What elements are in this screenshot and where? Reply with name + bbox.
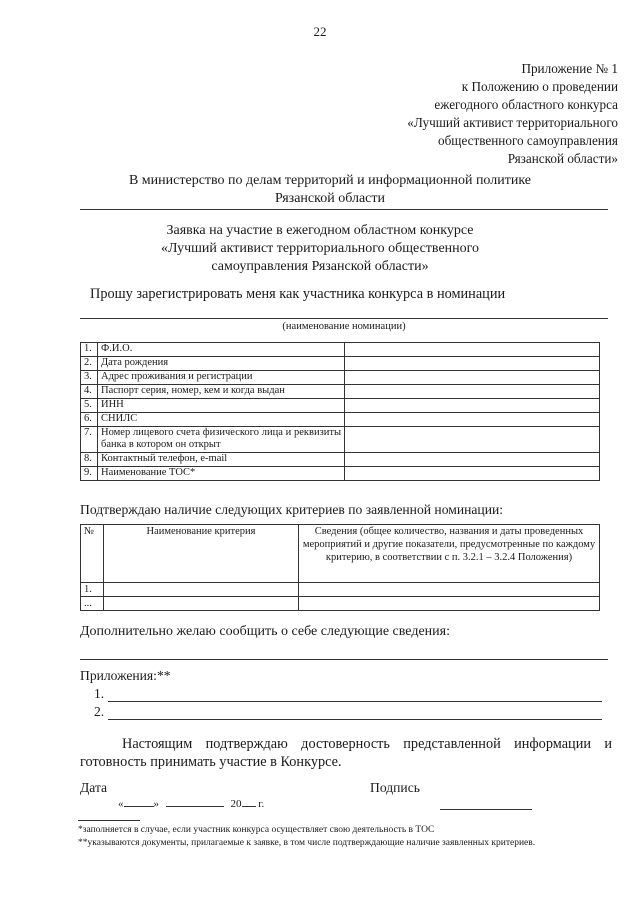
addressee-line: Рязанской области <box>274 191 386 206</box>
request-text: Прошу зарегистрировать меня как участника конкурса в номинации <box>90 286 506 302</box>
appendix-line: «Лучший активист территориального <box>407 115 618 130</box>
appendix-line: Рязанской области» <box>507 151 618 166</box>
day-field[interactable] <box>124 796 154 807</box>
row-value-field[interactable] <box>345 467 600 481</box>
row-number: 8. <box>81 453 98 467</box>
row-number: 7. <box>81 427 98 453</box>
attachment-number: 1. <box>94 686 105 701</box>
row-number: 5. <box>81 399 98 413</box>
row-label: Адрес проживания и регистрации <box>98 371 345 385</box>
criteria-row-number: ... <box>81 597 104 611</box>
addressee-underline <box>80 209 608 210</box>
criteria-info-field[interactable] <box>299 597 600 611</box>
row-label: Дата рождения <box>98 357 345 371</box>
footnote: **указываются документы, прилагаемые к заявке, в том числе подтверждающие наличие заявленных критериев. <box>78 838 536 848</box>
date-label: Дата <box>80 780 108 795</box>
criteria-info-field[interactable] <box>299 583 600 597</box>
attachments-label: Приложения:** <box>80 668 171 683</box>
additional-info-line[interactable] <box>80 659 608 660</box>
table-row <box>81 413 600 427</box>
criteria-name-field[interactable] <box>104 583 299 597</box>
appendix-line: Приложение № 1 <box>521 61 618 76</box>
row-label: Номер лицевого счета физического лица и реквизиты банка в котором он открыт <box>98 427 345 453</box>
criteria-header-info: Сведения (общее количество, названия и даты проведенных мероприятий и другие показатели, предусмотренные по каждому критерию, в соответствии с п. 3.2.1 – 3.2.4 Положения) <box>299 525 600 583</box>
row-label: Наименование ТОС* <box>98 467 345 481</box>
row-label: Паспорт серия, номер, кем и когда выдан <box>98 385 345 399</box>
confirm-criteria-text: Подтверждаю наличие следующих критериев по заявленной номинации: <box>80 502 504 517</box>
appendix-line: к Положению о проведении <box>461 79 618 94</box>
row-value-field[interactable] <box>345 371 600 385</box>
row-value-field[interactable] <box>345 453 600 467</box>
row-value-field[interactable] <box>345 343 600 357</box>
signature-line[interactable] <box>440 809 532 810</box>
year-suffix: г. <box>258 798 265 810</box>
application-title <box>80 222 560 276</box>
table-row <box>81 343 600 357</box>
appendix-line: ежегодного областного конкурса <box>434 97 618 112</box>
month-field[interactable] <box>166 796 224 807</box>
row-number: 6. <box>81 413 98 427</box>
table-row <box>81 427 600 453</box>
addressee-line: В министерство по делам территорий и информационной политике <box>128 173 532 188</box>
row-number: 9. <box>81 467 98 481</box>
criteria-header-name: Наименование критерия <box>104 525 299 583</box>
appendix-header <box>407 60 618 168</box>
assurance-text: Настоящим подтверждаю достоверность представленной информации и готовность принимать участие в Конкурсе. <box>80 736 612 770</box>
signature-label: Подпись <box>370 780 420 795</box>
criteria-table <box>80 524 600 611</box>
nomination-input-line[interactable] <box>80 318 608 319</box>
date-open-quote: « <box>118 798 124 810</box>
row-label: Ф.И.О. <box>98 343 345 357</box>
criteria-header-num: № <box>81 525 104 583</box>
table-row <box>81 453 600 467</box>
page-number: 22 <box>313 24 327 39</box>
footnote-separator <box>78 820 140 821</box>
attachment-line[interactable] <box>108 701 602 702</box>
application-title-line: Заявка на участие в ежегодном областном конкурсе <box>166 223 474 238</box>
row-number: 3. <box>81 371 98 385</box>
row-label: ИНН <box>98 399 345 413</box>
application-title-line: самоуправления Рязанской области» <box>211 259 429 274</box>
nomination-caption: (наименование номинации) <box>282 321 406 332</box>
table-row <box>81 371 600 385</box>
additional-info-text: Дополнительно желаю сообщить о себе следующие сведения: <box>80 624 450 639</box>
row-label: Контактный телефон, e-mail <box>98 453 345 467</box>
attachment-line[interactable] <box>108 719 602 720</box>
table-row <box>81 385 600 399</box>
assurance-paragraph <box>80 735 612 771</box>
criteria-row <box>81 597 600 611</box>
row-value-field[interactable] <box>345 385 600 399</box>
table-row <box>81 357 600 371</box>
date-close-quote: » <box>153 798 159 810</box>
year-field[interactable] <box>242 796 256 807</box>
row-number: 1. <box>81 343 98 357</box>
year-prefix: 20 <box>230 798 242 810</box>
footnote: *заполняется в случае, если участник конкурса осуществляет свою деятельность в ТОС <box>78 825 435 835</box>
addressee <box>60 172 600 208</box>
row-value-field[interactable] <box>345 413 600 427</box>
row-value-field[interactable] <box>345 357 600 371</box>
row-value-field[interactable] <box>345 427 600 453</box>
row-label: СНИЛС <box>98 413 345 427</box>
attachment-number: 2. <box>94 704 105 719</box>
criteria-row-number: 1. <box>81 583 104 597</box>
criteria-row <box>81 583 600 597</box>
application-title-line: «Лучший активист территориального общественного <box>160 241 480 256</box>
table-row <box>81 399 600 413</box>
criteria-header-row <box>81 525 600 583</box>
appendix-line: общественного самоуправления <box>437 133 618 148</box>
date-template <box>118 796 264 810</box>
table-row <box>81 467 600 481</box>
row-value-field[interactable] <box>345 399 600 413</box>
row-number: 2. <box>81 357 98 371</box>
row-number: 4. <box>81 385 98 399</box>
participant-table <box>80 342 600 481</box>
criteria-name-field[interactable] <box>104 597 299 611</box>
